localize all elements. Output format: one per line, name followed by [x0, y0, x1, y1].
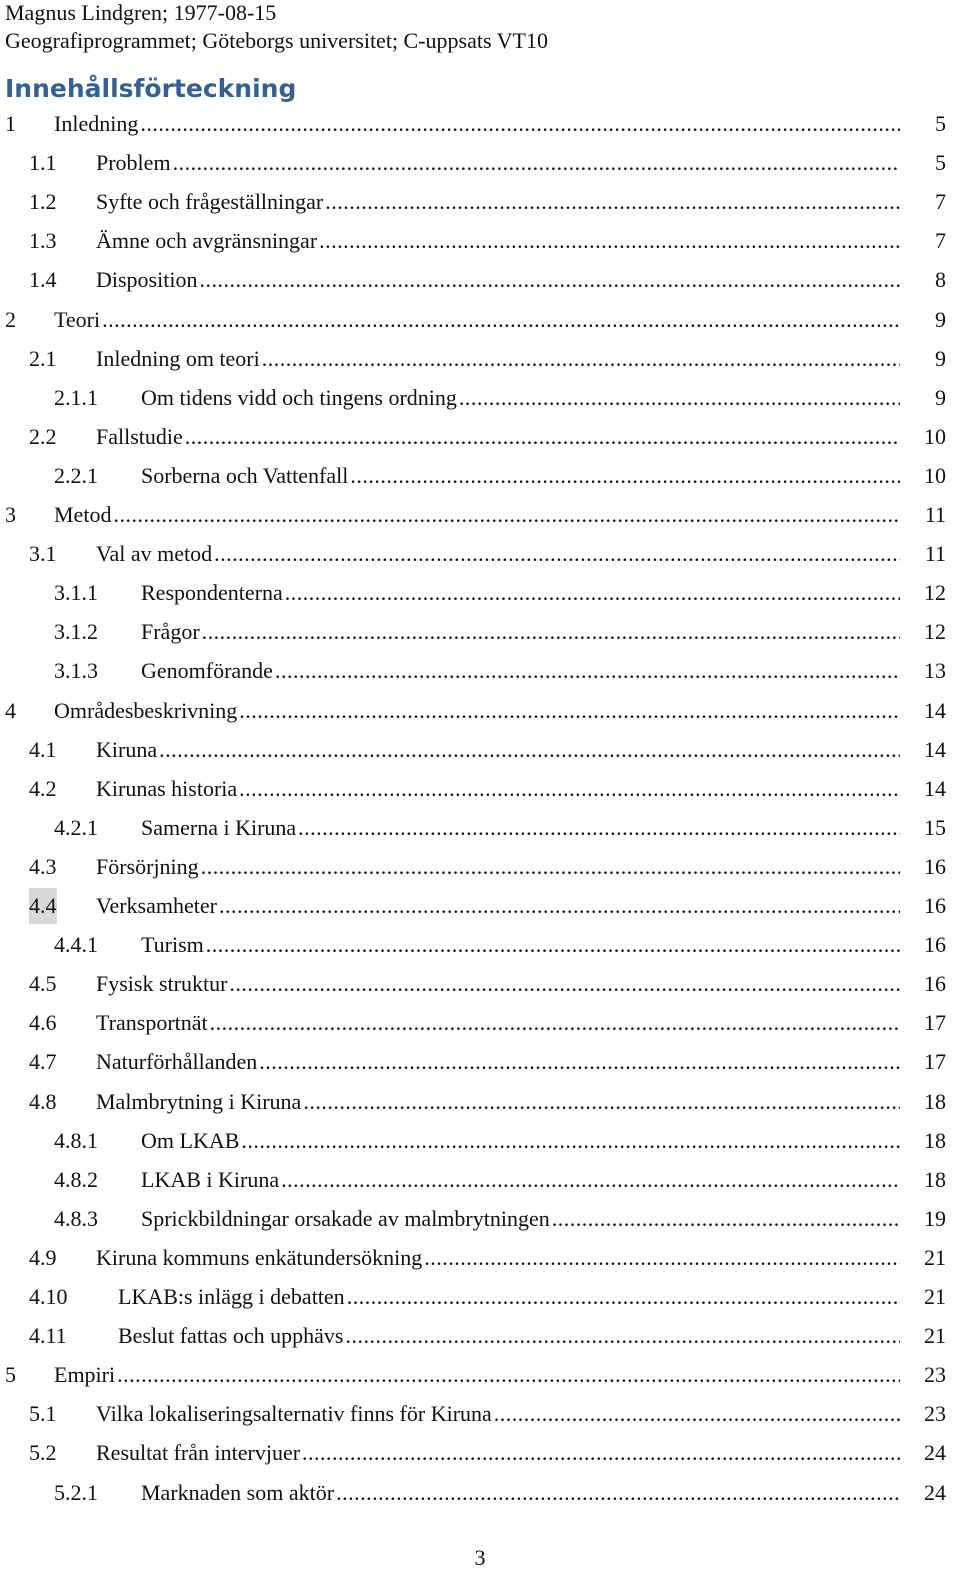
toc-dot-leader: [422, 1240, 900, 1276]
toc-entry[interactable]: [0, 497, 960, 533]
toc-entry-number: 5.1: [29, 1401, 57, 1427]
toc-entry-title: Genomförande: [141, 653, 273, 689]
toc-entry-page: 21: [924, 1323, 946, 1349]
toc-entry[interactable]: [0, 732, 960, 768]
toc-entry-title-wrap: [96, 419, 900, 455]
toc-entry-title: Beslut fattas och upphävs: [118, 1318, 343, 1354]
toc-entry-title: Malmbrytning i Kiruna: [96, 1084, 301, 1120]
toc-entry[interactable]: [0, 458, 960, 494]
toc-entry-page: 18: [924, 1166, 946, 1192]
toc-entry[interactable]: [0, 341, 960, 377]
toc-entry[interactable]: [0, 653, 960, 689]
toc-dot-leader: [138, 106, 900, 142]
toc-entry-title: Metod: [54, 497, 111, 533]
toc-entry-number: 3.1.2: [54, 619, 98, 645]
toc-entry-page: 7: [935, 228, 946, 254]
toc-entry-title-wrap: [54, 1357, 900, 1393]
toc-dot-leader: [343, 1318, 900, 1354]
toc-dot-leader: [323, 184, 900, 220]
toc-entry[interactable]: [0, 614, 960, 650]
toc-entry[interactable]: [0, 302, 960, 338]
toc-entry-page: 11: [924, 541, 946, 567]
toc-entry-title-wrap: [141, 1162, 900, 1198]
toc-entry-page: 14: [924, 775, 946, 801]
toc-entry-page: 23: [924, 1401, 946, 1427]
toc-entry-page: 8: [935, 267, 946, 293]
toc-entry-page: 9: [935, 384, 946, 410]
toc-entry-page: 11: [924, 502, 946, 527]
toc-entry-page: 15: [924, 814, 946, 840]
toc-entry-title: Fallstudie: [96, 419, 183, 455]
toc-entry-number: 5.2.1: [54, 1479, 98, 1505]
toc-entry-title-wrap: [96, 966, 900, 1002]
toc-title: Innehållsförteckning: [5, 74, 297, 103]
toc-entry[interactable]: [0, 888, 960, 924]
toc-entry-title: Syfte och frågeställningar: [96, 184, 323, 220]
toc-dot-leader: [260, 341, 900, 377]
toc-entry-title-wrap: [54, 302, 900, 338]
toc-entry-number: 2.1.1: [54, 384, 98, 410]
toc-entry-title-wrap: [118, 1279, 900, 1315]
toc-entry-title: Inledning: [54, 106, 138, 142]
toc-entry[interactable]: [0, 927, 960, 963]
toc-entry-number: 3.1: [29, 541, 57, 567]
toc-entry-title: Inledning om teori: [96, 341, 260, 377]
toc-dot-leader: [237, 771, 900, 807]
toc-entry-title: Kirunas historia: [96, 771, 237, 807]
toc-entry-title-wrap: [96, 1084, 900, 1120]
toc-entry-number: 1.4: [29, 267, 57, 293]
toc-entry-title-wrap: [96, 536, 900, 572]
toc-entry-title-wrap: [96, 341, 900, 377]
toc-entry-number: 5: [5, 1362, 16, 1388]
toc-entry[interactable]: [0, 223, 960, 259]
toc-entry[interactable]: [0, 419, 960, 455]
toc-entry[interactable]: [0, 1435, 960, 1471]
toc-dot-leader: [296, 810, 900, 846]
toc-dot-leader: [212, 536, 900, 572]
toc-entry-number: 4.8: [29, 1088, 57, 1114]
toc-entry-page: 18: [924, 1127, 946, 1153]
toc-entry-number: 4.4.1: [54, 932, 98, 958]
toc-entry-number: 4.8.1: [54, 1127, 98, 1153]
toc-entry-title-wrap: [96, 1396, 900, 1432]
toc-dot-leader: [492, 1396, 900, 1432]
toc-entry-number: 4.6: [29, 1010, 57, 1036]
toc-entry[interactable]: [0, 1318, 960, 1354]
toc-entry-number: 4.3: [29, 853, 57, 879]
toc-entry-title: Om tidens vidd och tingens ordning: [141, 380, 457, 416]
toc-entry[interactable]: [0, 966, 960, 1002]
toc-entry-title: Transportnät: [96, 1005, 208, 1041]
toc-entry[interactable]: [0, 1396, 960, 1432]
toc-entry-title: Respondenterna: [141, 575, 283, 611]
toc-entry[interactable]: [0, 1201, 960, 1237]
toc-entry[interactable]: [0, 1005, 960, 1041]
toc-entry-title-wrap: [96, 223, 900, 259]
toc-entry-title-wrap: [141, 614, 900, 650]
toc-entry-title-wrap: [96, 1435, 900, 1471]
toc-entry-title-wrap: [54, 693, 900, 729]
toc-dot-leader: [157, 732, 900, 768]
toc-entry-page: 5: [935, 111, 946, 136]
toc-entry-number: 1.1: [29, 150, 57, 176]
toc-dot-leader: [334, 1475, 900, 1511]
toc-entry-page: 18: [924, 1088, 946, 1114]
toc-entry-number: 2.1: [29, 345, 57, 371]
toc-entry-title-wrap: [141, 1123, 900, 1159]
toc-entry-title: Empiri: [54, 1357, 115, 1393]
toc-entry-title: Vilka lokaliseringsalternativ finns för Kiruna: [96, 1396, 492, 1432]
toc-entry-number: 2.2: [29, 423, 57, 449]
toc-dot-leader: [301, 1084, 900, 1120]
toc-entry-title-wrap: [141, 458, 900, 494]
toc-entry-title-wrap: [96, 145, 900, 181]
toc-entry-number: 4: [5, 697, 16, 723]
toc-entry[interactable]: [0, 1162, 960, 1198]
toc-entry[interactable]: [0, 1240, 960, 1276]
toc-entry[interactable]: [0, 1475, 960, 1511]
toc-dot-leader: [300, 1435, 900, 1471]
toc-dot-leader: [183, 419, 900, 455]
toc-entry[interactable]: [0, 849, 960, 885]
toc-entry-number: 3: [5, 502, 16, 527]
toc-entry-title: Kiruna kommuns enkätundersökning: [96, 1240, 422, 1276]
toc-entry[interactable]: [0, 184, 960, 220]
toc-dot-leader: [217, 888, 900, 924]
toc-entry-page: 19: [924, 1205, 946, 1231]
toc-entry-number: 1: [5, 111, 16, 136]
toc-entry-number: 4.8.2: [54, 1166, 98, 1192]
toc-entry-page: 12: [924, 619, 946, 645]
toc-dot-leader: [204, 927, 900, 963]
toc-entry-title: Turism: [141, 927, 204, 963]
toc-entry-number: 5.2: [29, 1440, 57, 1466]
toc-entry-number: 1.3: [29, 228, 57, 254]
toc-entry-number: 4.4: [29, 888, 57, 924]
toc-dot-leader: [257, 1044, 900, 1080]
toc-entry-page: 14: [924, 736, 946, 762]
program-line: Geografiprogrammet; Göteborgs universitet; C-uppsats VT10: [5, 28, 548, 53]
toc-entry-page: 10: [924, 423, 946, 449]
toc-entry-number: 4.9: [29, 1244, 57, 1270]
toc-entry[interactable]: [0, 1279, 960, 1315]
toc-dot-leader: [171, 145, 900, 181]
toc-entry-title: Naturförhållanden: [96, 1044, 257, 1080]
author-line: Magnus Lindgren; 1977-08-15: [5, 0, 277, 25]
toc-dot-leader: [199, 849, 900, 885]
toc-entry-title-wrap: [141, 1475, 900, 1511]
toc-entry-title: Marknaden som aktör: [141, 1475, 334, 1511]
toc-entry-title-wrap: [54, 497, 900, 533]
toc-entry-page: 24: [924, 1479, 946, 1505]
table-of-contents: [0, 106, 960, 1516]
toc-entry-page: 9: [935, 345, 946, 371]
toc-entry-number: 4.1: [29, 736, 57, 762]
toc-entry-title-wrap: [96, 1005, 900, 1041]
toc-entry-title-wrap: [96, 888, 900, 924]
toc-entry[interactable]: [0, 693, 960, 729]
toc-entry[interactable]: [0, 575, 960, 611]
toc-entry-title: Sorberna och Vattenfall: [141, 458, 348, 494]
toc-entry-page: 16: [924, 893, 946, 918]
toc-entry-page: 17: [924, 1010, 946, 1036]
toc-entry[interactable]: [0, 1084, 960, 1120]
toc-dot-leader: [239, 1123, 900, 1159]
toc-entry-page: 16: [924, 932, 946, 958]
toc-entry[interactable]: [0, 380, 960, 416]
toc-dot-leader: [317, 223, 900, 259]
toc-entry-title-wrap: [96, 1044, 900, 1080]
toc-entry-number: 3.1.3: [54, 658, 98, 684]
toc-entry[interactable]: [0, 262, 960, 298]
toc-entry-page: 12: [924, 580, 946, 606]
toc-entry-title-wrap: [96, 849, 900, 885]
toc-entry-number: 1.2: [29, 189, 57, 215]
toc-entry-number: 4.2.1: [54, 814, 98, 840]
toc-entry-page: 16: [924, 971, 946, 997]
toc-entry-title: Om LKAB: [141, 1123, 239, 1159]
toc-entry-title: Teori: [54, 302, 100, 338]
page-number: 3: [474, 1545, 486, 1570]
toc-dot-leader: [273, 653, 900, 689]
toc-entry-title-wrap: [96, 732, 900, 768]
toc-entry-title-wrap: [141, 653, 900, 689]
toc-entry-title-wrap: [96, 262, 900, 298]
toc-entry-title: Verksamheter: [96, 888, 217, 924]
toc-entry-number: 4.10: [29, 1284, 68, 1309]
toc-entry-title-wrap: [96, 771, 900, 807]
toc-dot-leader: [200, 614, 900, 650]
toc-entry[interactable]: [0, 145, 960, 181]
toc-entry-page: 13: [924, 658, 946, 684]
toc-entry-title: Resultat från intervjuer: [96, 1435, 300, 1471]
toc-entry-page: 17: [924, 1049, 946, 1075]
toc-entry-page: 7: [935, 189, 946, 215]
toc-entry[interactable]: [0, 1044, 960, 1080]
toc-dot-leader: [279, 1162, 900, 1198]
toc-dot-leader: [345, 1279, 900, 1315]
toc-dot-leader: [115, 1357, 900, 1393]
toc-dot-leader: [197, 262, 900, 298]
toc-entry-title-wrap: [96, 184, 900, 220]
toc-dot-leader: [457, 380, 900, 416]
toc-entry-title-wrap: [141, 810, 900, 846]
toc-entry-number: 3.1.1: [54, 580, 98, 606]
toc-entry-title-wrap: [141, 380, 900, 416]
toc-entry-page: 23: [924, 1362, 946, 1388]
toc-entry-title: Samerna i Kiruna: [141, 810, 296, 846]
toc-entry-title: Ämne och avgränsningar: [96, 223, 317, 259]
toc-entry-title: Problem: [96, 145, 171, 181]
toc-entry-page: 21: [924, 1244, 946, 1270]
toc-entry-number: 4.7: [29, 1049, 57, 1075]
toc-entry-page: 10: [924, 462, 946, 488]
toc-dot-leader: [111, 497, 900, 533]
toc-entry-page: 24: [924, 1440, 946, 1466]
toc-dot-leader: [237, 693, 900, 729]
toc-entry-page: 16: [924, 853, 946, 879]
toc-entry-page: 5: [935, 150, 946, 176]
toc-dot-leader: [348, 458, 900, 494]
toc-entry-number: 4.5: [29, 971, 57, 997]
toc-entry-title-wrap: [96, 1240, 900, 1276]
toc-entry-title: Disposition: [96, 262, 197, 298]
toc-entry-page: 9: [935, 306, 946, 332]
toc-entry[interactable]: [0, 1123, 960, 1159]
toc-entry-title-wrap: [141, 575, 900, 611]
toc-entry-number: 2.2.1: [54, 462, 98, 488]
toc-entry-number: 4.8.3: [54, 1205, 98, 1231]
toc-entry-title-wrap: [141, 1201, 900, 1237]
toc-entry-number: 4.2: [29, 775, 57, 801]
toc-dot-leader: [283, 575, 900, 611]
toc-entry[interactable]: [0, 1357, 960, 1393]
toc-entry-title: Sprickbildningar orsakade av malmbrytningen: [141, 1201, 550, 1237]
toc-entry-title-wrap: [118, 1318, 900, 1354]
toc-dot-leader: [208, 1005, 900, 1041]
toc-entry-title: Kiruna: [96, 732, 157, 768]
toc-entry-title: LKAB i Kiruna: [141, 1162, 279, 1198]
toc-entry[interactable]: [0, 810, 960, 846]
toc-dot-leader: [100, 302, 900, 338]
toc-dot-leader: [550, 1201, 900, 1237]
toc-entry[interactable]: [0, 771, 960, 807]
toc-entry[interactable]: [0, 536, 960, 572]
toc-entry-title: Val av metod: [96, 536, 212, 572]
toc-entry-title: LKAB:s inlägg i debatten: [118, 1279, 345, 1315]
toc-entry-title: Fysisk struktur: [96, 966, 227, 1002]
toc-entry-page: 14: [924, 697, 946, 723]
toc-entry[interactable]: [0, 106, 960, 142]
toc-entry-title-wrap: [141, 927, 900, 963]
toc-entry-number: 4.11: [29, 1323, 67, 1349]
toc-entry-title: Försörjning: [96, 849, 199, 885]
toc-entry-title: Områdesbeskrivning: [54, 693, 237, 729]
toc-entry-page: 21: [924, 1284, 946, 1309]
toc-dot-leader: [227, 966, 900, 1002]
toc-entry-title-wrap: [54, 106, 900, 142]
toc-entry-number: 2: [5, 306, 16, 332]
toc-entry-title: Frågor: [141, 614, 200, 650]
